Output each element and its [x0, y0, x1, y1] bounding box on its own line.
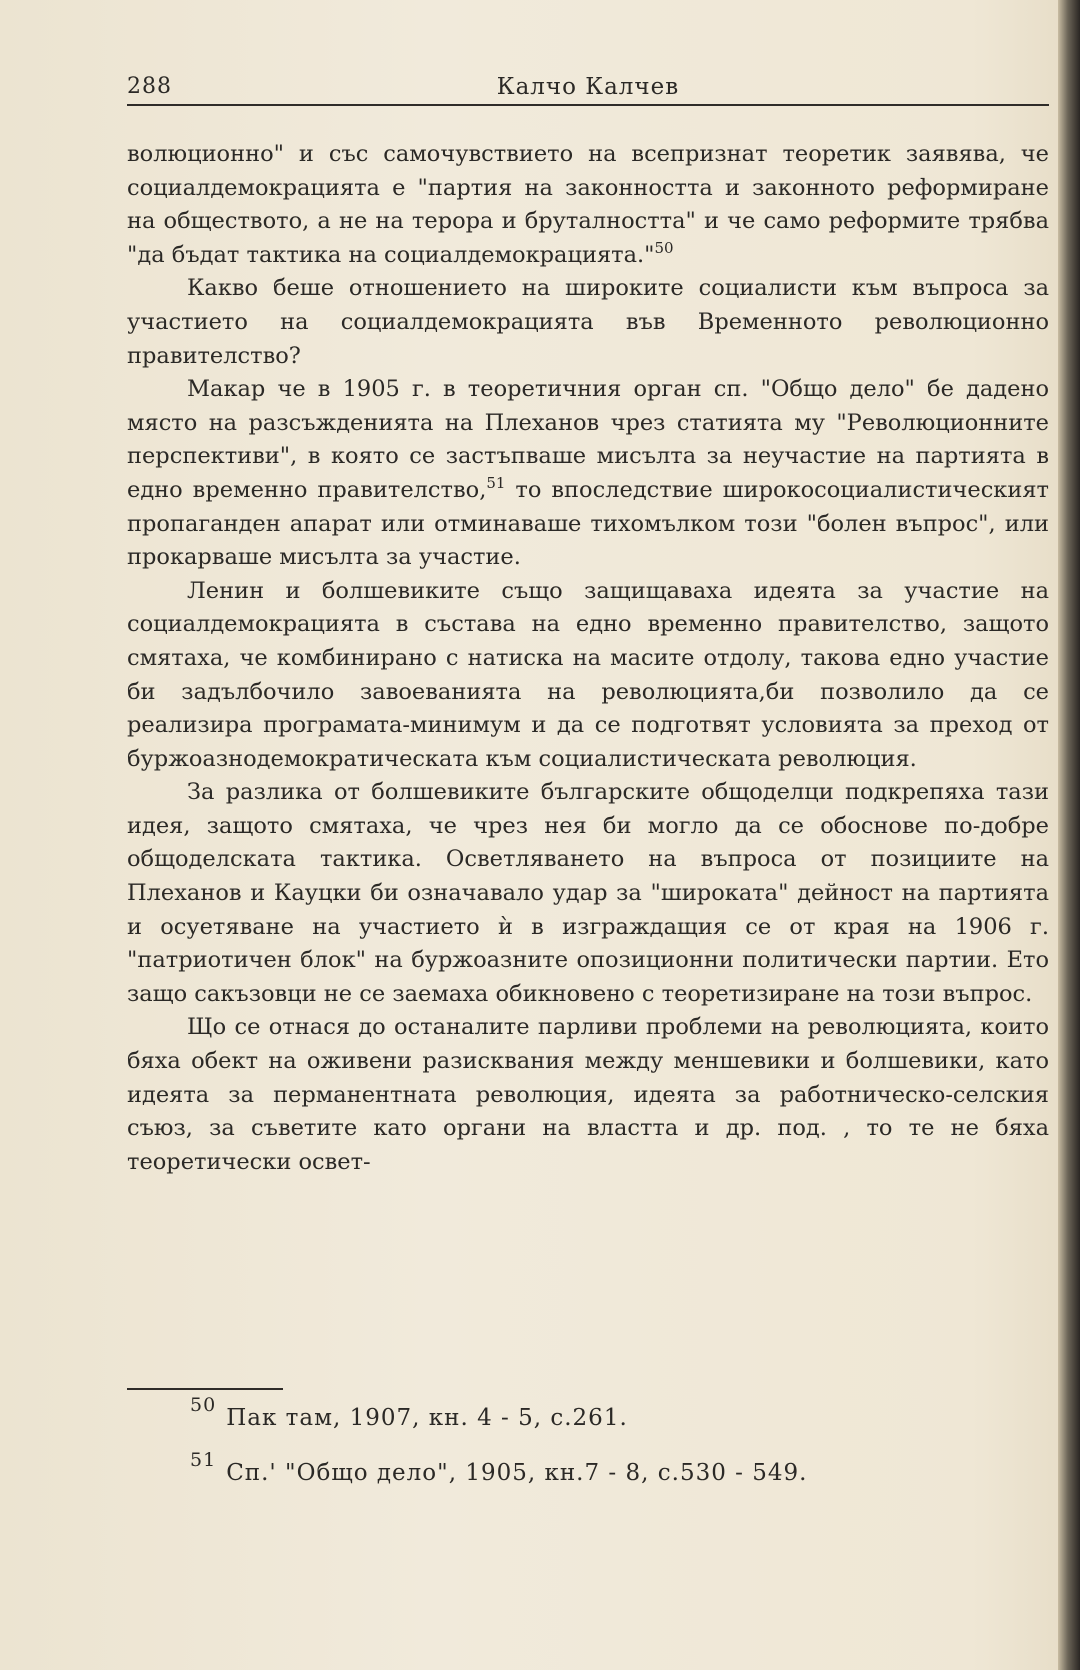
footnote-ref: 51 [486, 473, 506, 492]
footnote-number: 51 [190, 1449, 217, 1471]
footnote [190, 1394, 1010, 1431]
footnote-text: Сп.' "Общо дело", 1905, кн.7 - 8, с.530 - 549. [226, 1460, 808, 1486]
paragraph: Ленин и болшевиките също защищаваха идеята за участие на социалдемокрацията в състава на едно временно правителство, защото смятаха, че комбинирано с натиска на масите отдолу, такова едно участие би задълбочило завоеванията на революцията,би позволило да се реализира програмата-минимум и да се подготвят условията за преход от буржоазнодемократическата към социалистическата революция. [127, 577, 1049, 772]
page-header [127, 74, 1049, 106]
paragraph [127, 138, 1049, 272]
paragraph-text: волюционно" и със самочувствието на всепризнат теоретик заявява, че социалдемокрацията е "партия на законността и законното реформиране на обществото, а не на терора и бруталността" и че само реформите трябва "да бъдат тактика на социалдемокрацията." [127, 141, 1049, 268]
running-head: Калчо Калчев [496, 74, 680, 100]
footnote-divider [127, 1388, 283, 1390]
paragraph-text: то впоследствие широкосоциалистическият пропаганден апарат или отминаваше тихомълком този "болен въпрос", или прокарваше мисълта за участие. [127, 476, 1049, 571]
page-number: 288 [127, 74, 172, 99]
paragraph [127, 373, 1049, 575]
footnote [190, 1449, 1010, 1486]
book-spine-shadow [1058, 0, 1080, 1670]
paragraph: За разлика от болшевиките българските общоделци подкрепяха тази идея, защото смятаха, че чрез нея би могло да се обоснове по-добре общоделската тактика. Осветляването на въпроса от позициите на Плеханов и Кауцки би означавало удар за "широката" дейност на партията и осуетяване на участието ѝ в изграждащия се от края на 1906 г. "патриотичен блок" на буржоазните опозиционни политически партии. Ето защо сакъзовци не се заемаха обикновено с теоретизиране на този въпрос. [127, 779, 1049, 1007]
footnote-text: Пак там, 1907, кн. 4 - 5, с.261. [226, 1405, 628, 1431]
paragraph: Що се отнася до останалите парливи проблеми на революцията, които бяха обект на оживени разисквания между меншевики и болшевики, като идеята за перманентната революция, идеята за работническо-селския съюз, за съветите като органи на властта и др. под. , то те не бяха теоретически освет- [127, 1014, 1049, 1175]
footnote-number: 50 [190, 1394, 217, 1416]
footnote-ref: 50 [654, 238, 674, 257]
paragraph: Какво беше отношението на широките социалисти към въпроса за участието на социалдемокрацията във Временното революционно правителство? [127, 275, 1049, 369]
body-text [127, 138, 1049, 1179]
paragraph-text: Макар че в 1905 г. в теоретичния орган сп. "Общо дело" бе дадено място на разсъжденията на Плеханов чрез статията му "Революционните перспективи", в която се застъпваше мисълта за неучастие на партията в едно временно правителство, [127, 376, 1049, 503]
